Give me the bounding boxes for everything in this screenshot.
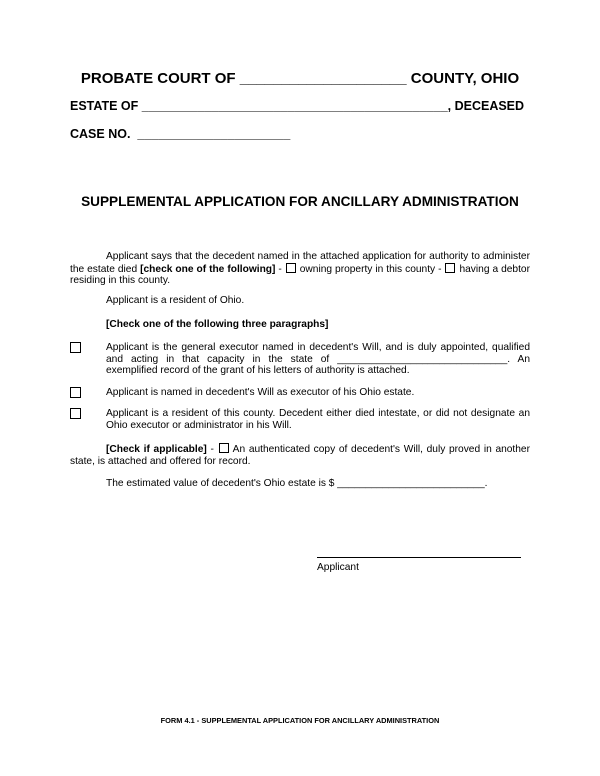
- named-executor-paragraph: Applicant is named in decedent's Will as executor of his Ohio estate.: [106, 387, 415, 398]
- applicable-paragraph: [70, 443, 530, 467]
- county-resident-checkbox[interactable]: [70, 408, 81, 419]
- applicable-instruction: [Check if applicable]: [106, 444, 207, 455]
- estate-line: ESTATE OF ____________________________________________, DECEASED: [70, 99, 525, 113]
- authenticated-will-label: An authenticated copy of decedent's Will, duly proved in another state, is attached and offered for record.: [70, 444, 530, 467]
- debtor-residing-checkbox[interactable]: [445, 263, 455, 273]
- intro-check-instruction: [check one of the following]: [140, 263, 276, 275]
- general-executor-paragraph: Applicant is the general executor named in decedent's Will, and is duly appointed, qualified and acting in that capacity in the state of ______________________________. An exemplified record of the grant of his letters of authority is attached.: [106, 342, 530, 376]
- owning-property-label: owning property in this county -: [296, 263, 445, 275]
- county-resident-paragraph: Applicant is a resident of this county. Decedent either died intestate, or did not designate an Ohio executor or administrator in his Will.: [106, 408, 530, 431]
- applicable-dash: -: [206, 444, 218, 455]
- estimated-value-line: The estimated value of decedent's Ohio estate is $ __________________________.: [106, 478, 488, 489]
- signature-label: Applicant: [317, 562, 359, 573]
- signature-line[interactable]: [317, 557, 521, 558]
- resident-statement: Applicant is a resident of Ohio.: [106, 295, 245, 306]
- named-executor-checkbox[interactable]: [70, 387, 81, 398]
- authenticated-will-checkbox[interactable]: [219, 443, 229, 453]
- owning-property-checkbox[interactable]: [286, 263, 296, 273]
- case-number-line: CASE NO. ______________________: [70, 127, 291, 141]
- intro-text-part1: Applicant says that the decedent named in the attached application for authority to administer the estate died: [70, 251, 530, 275]
- form-footer: FORM 4.1 - SUPPLEMENTAL APPLICATION FOR ANCILLARY ADMINISTRATION: [160, 716, 440, 725]
- intro-dash: -: [275, 263, 285, 275]
- debtor-residing-label: having a debtor residing in this county.: [70, 263, 530, 286]
- general-executor-checkbox[interactable]: [70, 342, 81, 353]
- form-title: SUPPLEMENTAL APPLICATION FOR ANCILLARY ADMINISTRATION: [81, 194, 519, 209]
- court-heading: PROBATE COURT OF ____________________ COUNTY, OHIO: [80, 70, 520, 87]
- paragraphs-instruction: [Check one of the following three paragraphs]: [106, 319, 329, 330]
- intro-paragraph: [70, 251, 530, 287]
